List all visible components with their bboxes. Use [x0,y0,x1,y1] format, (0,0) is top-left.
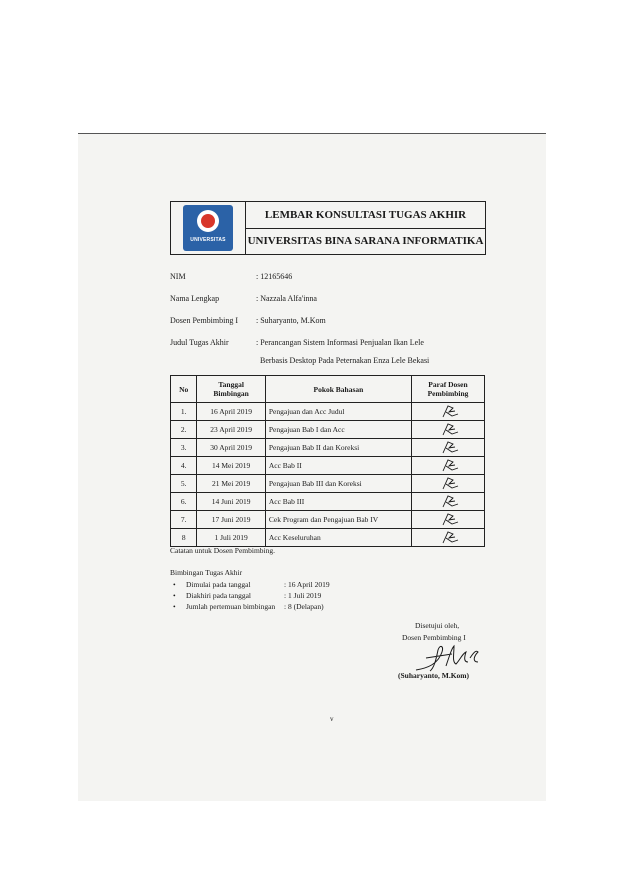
row-topic: Acc Bab III [265,493,411,511]
table-row [171,475,485,493]
row-topic: Pengajuan Bab I dan Acc [265,421,411,439]
row-no: 3. [171,439,197,457]
table-row [171,421,485,439]
header-date: Tanggal Bimbingan [197,376,265,403]
row-date: 14 Mei 2019 [197,457,265,475]
row-topic: Acc Bab II [265,457,411,475]
row-no: 2. [171,421,197,439]
thesis-row [170,338,424,347]
row-date: 14 Juni 2019 [197,493,265,511]
consultation-table [170,375,485,547]
summary-label: Dimulai pada tanggal [186,580,251,589]
row-date: 16 April 2019 [197,403,265,421]
row-no: 4. [171,457,197,475]
row-topic: Acc Keseluruhan [265,529,411,547]
bullet-icon: • [173,591,176,600]
table-header-row [171,376,485,403]
table-row [171,493,485,511]
row-date: 21 Mei 2019 [197,475,265,493]
table-row [171,529,485,547]
row-no: 8 [171,529,197,547]
thesis-value-1: : Perancangan Sistem Informasi Penjualan Ikan Lele [256,338,424,347]
summary-value: : 16 April 2019 [284,580,330,589]
page-number: v [330,715,334,723]
university-name: UNIVERSITAS BINA SARANA INFORMATIKA [246,228,485,255]
row-date: 17 Juni 2019 [197,511,265,529]
thesis-value-2: Berbasis Desktop Pada Peternakan Enza Lele Bekasi [260,356,430,365]
name-row [170,294,317,303]
advisor-signature [408,640,488,674]
summary-value: : 1 Juli 2019 [284,591,322,600]
row-topic: Pengajuan Bab II dan Koreksi [265,439,411,457]
signature-initial [411,529,484,547]
row-date: 30 April 2019 [197,439,265,457]
logo-emblem-icon [197,210,219,232]
summary-list [170,580,330,613]
summary-label: Jumlah pertemuan bimbingan [186,602,276,611]
row-no: 7. [171,511,197,529]
list-item [170,591,330,602]
row-topic: Pengajuan Bab III dan Koreksi [265,475,411,493]
nim-row [170,272,292,281]
list-item [170,580,330,591]
row-topic: Pengajuan dan Acc Judul [265,403,411,421]
summary-title: Bimbingan Tugas Akhir [170,568,243,577]
header-topic: Pokok Bahasan [265,376,411,403]
scanned-page [78,133,546,801]
row-topic: Cek Program dan Pengajuan Bab IV [265,511,411,529]
row-no: 6. [171,493,197,511]
advisor-row [170,316,326,325]
summary-label: Diakhiri pada tanggal [186,591,251,600]
approver-role: Dosen Pembimbing I [402,633,466,642]
title-cell [246,202,485,254]
table-row [171,439,485,457]
header-sign: Paraf Dosen Pembimbing [411,376,484,403]
name-value: : Nazzala Alfa'inna [256,294,317,303]
nim-label: NIM [170,272,186,281]
advisor-value: : Suharyanto, M.Kom [256,316,326,325]
list-item [170,602,330,613]
advisor-label: Dosen Pembimbing I [170,316,238,325]
approver-name: (Suharyanto, M.Kom) [398,671,470,680]
logo-cell [171,202,246,254]
row-date: 23 April 2019 [197,421,265,439]
bullet-icon: • [173,580,176,589]
table-row [171,457,485,475]
signature-initial [411,475,484,493]
bullet-icon: • [173,602,176,611]
logo-text: UNIVERSITAS [190,237,226,243]
signature-initial [411,421,484,439]
row-no: 5. [171,475,197,493]
table-row [171,403,485,421]
nim-value: : 12165646 [256,272,293,281]
name-label: Nama Lengkap [170,294,220,303]
row-no: 1. [171,403,197,421]
signature-initial [411,403,484,421]
document-header [170,201,486,255]
summary-value: : 8 (Delapan) [284,602,324,611]
thesis-label: Judul Tugas Akhir [170,338,229,347]
thesis-row-2 [260,356,429,365]
university-logo [183,205,233,251]
signature-initial [411,511,484,529]
advisor-note: Catatan untuk Dosen Pembimbing. [170,546,275,555]
signature-initial [411,439,484,457]
header-no: No [171,376,197,403]
signature-initial [411,493,484,511]
document-title: LEMBAR KONSULTASI TUGAS AKHIR [264,208,467,221]
approved-by: Disetujui oleh, [415,621,460,630]
row-date: 1 Juli 2019 [197,529,265,547]
signature-initial [411,457,484,475]
table-row [171,511,485,529]
